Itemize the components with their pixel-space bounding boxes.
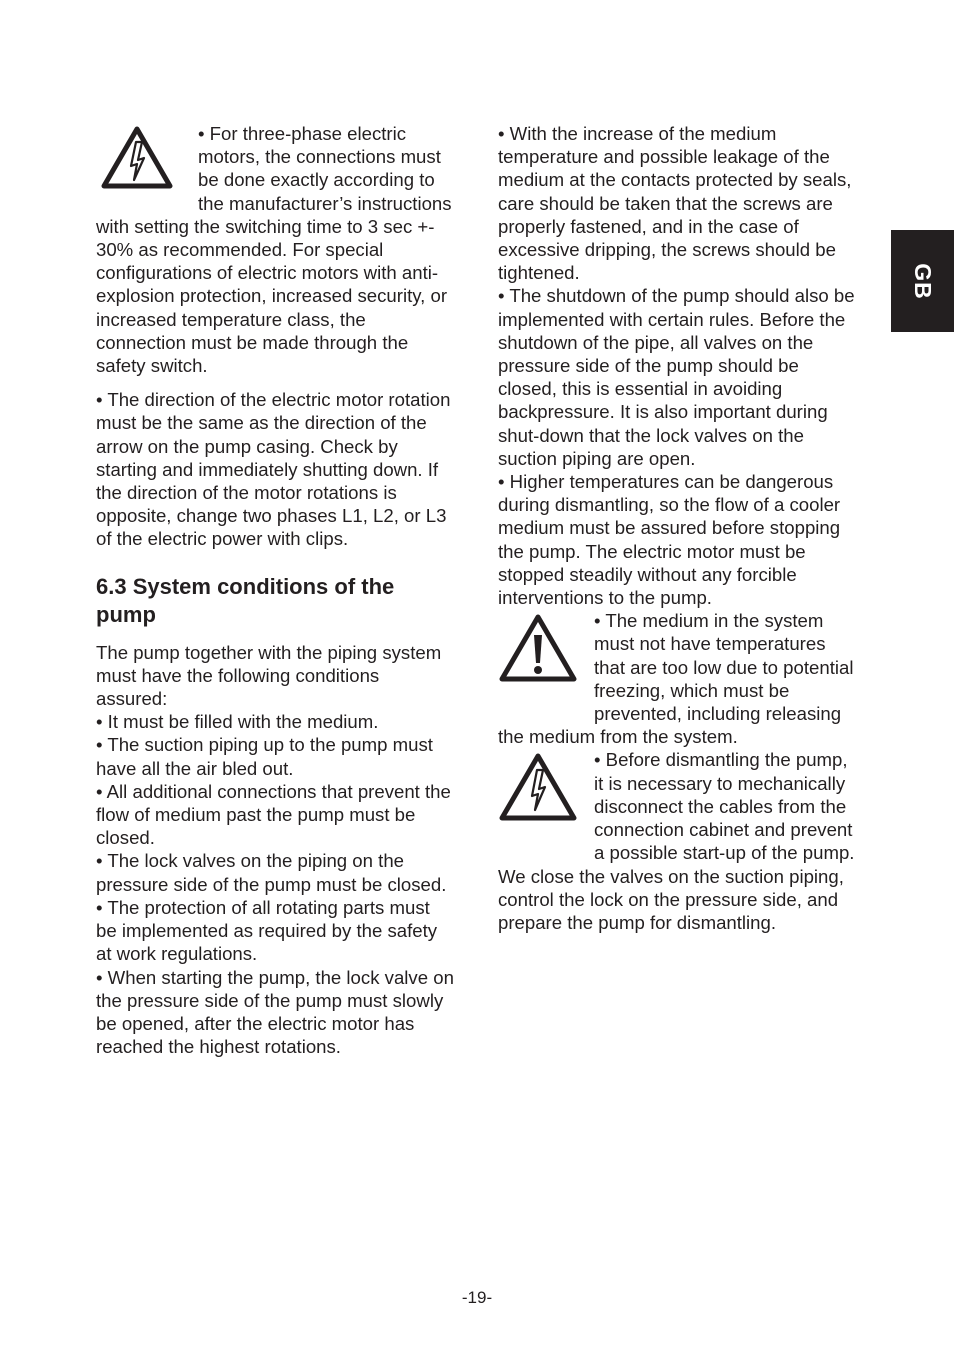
- paragraph-shutdown: • The shutdown of the pump should also be implemented with certain rules. Before the shutdown of the pipe, all valves on the pressure side of the pump should be closed, this is essential in avoiding backpressure. It is also important during shut-down that the lock valves on the suction piping are open.: [498, 285, 855, 469]
- paragraph-temperatures: • Higher temperatures can be dangerous during dismantling, so the flow of a cooler medium must be assured before stopping the pump. The electric motor must be stopped steadily without any forcible interventions to the pump.: [498, 471, 841, 609]
- left-column: [96, 122, 454, 1058]
- section-heading: 6.3 System conditions of the pump: [96, 573, 395, 627]
- paragraph-freezing: • The medium in the system must not have temperatures that are too low due to potential freezing, which must be prevented, including releasing the medium from the system.: [498, 610, 854, 748]
- system-conditions-intro: The pump together with the piping system must have the following conditions assured:: [96, 641, 442, 710]
- list-item: • The protection of all rotating parts must be implemented as required by the safety at work regulations.: [96, 896, 438, 965]
- list-item: • All additional connections that prevent the flow of medium past the pump must be closed.: [96, 780, 451, 849]
- exclamation-warning-icon: [498, 611, 594, 703]
- paragraph-rotation-direction: • The direction of the electric motor rotation must be the same as the direction of the arrow on the pump casing. Check by starting and immediately shutting down. If the direction of the motor rotations is opposite, change two phases L1, L2, or L3 of the electric power with clips.: [96, 389, 451, 550]
- page-number: -19-: [461, 1288, 493, 1307]
- list-item: • It must be filled with the medium.: [96, 711, 379, 733]
- list-item: • The suction piping up to the pump must have all the air bled out.: [96, 734, 433, 779]
- language-tab: [891, 230, 954, 332]
- language-tab-label: GB: [910, 262, 936, 300]
- high-voltage-warning-icon: [100, 124, 196, 194]
- paragraph-dismantling: • Before dismantling the pump, it is necessary to mechanically disconnect the cables from the connection cabinet and prevent a possible start-up of the pump. We close the valves on the suction piping, control the lock on the pressure side, and prepare the pump for dismantling.: [498, 749, 855, 933]
- list-item: • When starting the pump, the lock valve on the pressure side of the pump must slowly be opened, after the electric motor has reached the highest rotations.: [96, 966, 454, 1058]
- paragraph-screws: • With the increase of the medium temperature and possible leakage of the medium at the contacts protected by seals, care should be taken that the screws are properly fastened, and in the case of excessive dripping, the screws should be tightened.: [498, 123, 852, 284]
- right-column: [498, 122, 860, 934]
- high-voltage-warning-icon: [498, 750, 594, 842]
- list-item: • The lock valves on the piping on the pressure side of the pump must be closed.: [96, 850, 447, 895]
- paragraph-three-phase: • For three-phase electric motors, the connections must be done exactly according to the manufacturer’s instructions with setting the switching time to 3 sec +- 30% as recommended. For special configurations of electric motors with anti-explosion protection, increased security, or increased temperature class, the connection must be made through the safety switch.: [96, 123, 452, 377]
